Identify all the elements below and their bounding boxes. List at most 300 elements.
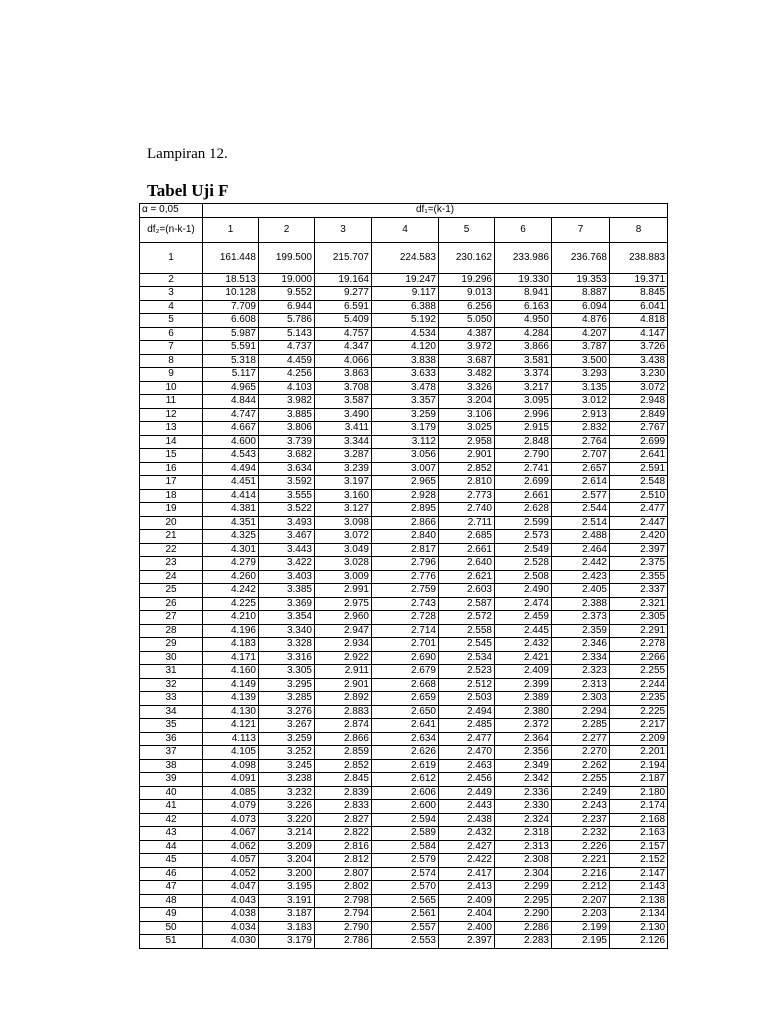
table-row — [140, 395, 668, 409]
value-cell: 9.552 — [259, 287, 315, 301]
value-cell: 2.464 — [552, 543, 610, 557]
value-cell: 4.667 — [203, 422, 259, 436]
value-cell: 2.508 — [495, 570, 552, 584]
df2-cell: 34 — [140, 705, 203, 719]
value-cell: 2.573 — [495, 530, 552, 544]
value-cell: 9.013 — [439, 287, 495, 301]
df2-cell: 13 — [140, 422, 203, 436]
value-cell: 2.168 — [610, 813, 668, 827]
value-cell: 2.295 — [495, 894, 552, 908]
df2-cell: 32 — [140, 678, 203, 692]
value-cell: 4.225 — [203, 597, 259, 611]
value-cell: 4.534 — [372, 327, 439, 341]
df2-cell: 12 — [140, 408, 203, 422]
value-cell: 2.291 — [610, 624, 668, 638]
table-row — [140, 935, 668, 949]
value-cell: 3.708 — [315, 381, 372, 395]
value-cell: 2.286 — [495, 921, 552, 935]
value-cell: 2.324 — [495, 813, 552, 827]
value-cell: 2.359 — [552, 624, 610, 638]
table-row — [140, 530, 668, 544]
value-cell: 9.277 — [315, 287, 372, 301]
value-cell: 3.403 — [259, 570, 315, 584]
value-cell: 2.866 — [315, 732, 372, 746]
value-cell: 5.318 — [203, 354, 259, 368]
value-cell: 2.947 — [315, 624, 372, 638]
value-cell: 3.287 — [315, 449, 372, 463]
df2-cell: 9 — [140, 368, 203, 382]
value-cell: 2.449 — [439, 786, 495, 800]
value-cell: 4.543 — [203, 449, 259, 463]
value-cell: 19.296 — [439, 273, 495, 287]
df2-cell: 38 — [140, 759, 203, 773]
value-cell: 3.226 — [259, 800, 315, 814]
value-cell: 3.183 — [259, 921, 315, 935]
table-row — [140, 867, 668, 881]
value-cell: 3.220 — [259, 813, 315, 827]
value-cell: 3.490 — [315, 408, 372, 422]
value-cell: 2.911 — [315, 665, 372, 679]
table-row — [140, 476, 668, 490]
column-header: 5 — [439, 217, 495, 242]
value-cell: 2.548 — [610, 476, 668, 490]
table-row — [140, 543, 668, 557]
column-header: 8 — [610, 217, 668, 242]
value-cell: 2.463 — [439, 759, 495, 773]
value-cell: 2.180 — [610, 786, 668, 800]
value-cell: 2.194 — [610, 759, 668, 773]
table-row — [140, 840, 668, 854]
value-cell: 2.707 — [552, 449, 610, 463]
value-cell: 4.062 — [203, 840, 259, 854]
value-cell: 4.038 — [203, 908, 259, 922]
value-cell: 3.267 — [259, 719, 315, 733]
value-cell: 3.245 — [259, 759, 315, 773]
value-cell: 2.201 — [610, 746, 668, 760]
value-cell: 3.357 — [372, 395, 439, 409]
value-cell: 2.305 — [610, 611, 668, 625]
value-cell: 5.786 — [259, 314, 315, 328]
value-cell: 2.143 — [610, 881, 668, 895]
value-cell: 4.147 — [610, 327, 668, 341]
value-cell: 3.232 — [259, 786, 315, 800]
value-cell: 3.195 — [259, 881, 315, 895]
value-cell: 2.290 — [495, 908, 552, 922]
header-row-columns — [140, 217, 668, 242]
df2-cell: 16 — [140, 462, 203, 476]
value-cell: 2.304 — [495, 867, 552, 881]
value-cell: 3.354 — [259, 611, 315, 625]
value-cell: 3.443 — [259, 543, 315, 557]
value-cell: 3.739 — [259, 435, 315, 449]
value-cell: 224.583 — [372, 242, 439, 273]
value-cell: 4.113 — [203, 732, 259, 746]
value-cell: 4.260 — [203, 570, 259, 584]
value-cell: 2.422 — [439, 854, 495, 868]
value-cell: 2.349 — [495, 759, 552, 773]
value-cell: 2.221 — [552, 854, 610, 868]
value-cell: 2.661 — [439, 543, 495, 557]
value-cell: 2.579 — [372, 854, 439, 868]
value-cell: 3.098 — [315, 516, 372, 530]
value-cell: 2.323 — [552, 665, 610, 679]
value-cell: 2.839 — [315, 786, 372, 800]
value-cell: 10.128 — [203, 287, 259, 301]
value-cell: 2.503 — [439, 692, 495, 706]
value-cell: 2.445 — [495, 624, 552, 638]
table-row — [140, 597, 668, 611]
value-cell: 3.581 — [495, 354, 552, 368]
value-cell: 2.364 — [495, 732, 552, 746]
df2-cell: 8 — [140, 354, 203, 368]
value-cell: 6.944 — [259, 300, 315, 314]
df2-cell: 46 — [140, 867, 203, 881]
df2-cell: 42 — [140, 813, 203, 827]
value-cell: 4.103 — [259, 381, 315, 395]
df2-cell: 24 — [140, 570, 203, 584]
appendix-caption: Lampiran 12. — [147, 146, 228, 162]
value-cell: 3.293 — [552, 368, 610, 382]
value-cell: 9.117 — [372, 287, 439, 301]
df2-cell: 43 — [140, 827, 203, 841]
value-cell: 2.892 — [315, 692, 372, 706]
value-cell: 8.845 — [610, 287, 668, 301]
value-cell: 215.707 — [315, 242, 372, 273]
value-cell: 3.467 — [259, 530, 315, 544]
value-cell: 5.409 — [315, 314, 372, 328]
table-row — [140, 759, 668, 773]
df2-cell: 23 — [140, 557, 203, 571]
value-cell: 3.072 — [610, 381, 668, 395]
table-row — [140, 624, 668, 638]
df2-cell: 26 — [140, 597, 203, 611]
value-cell: 2.668 — [372, 678, 439, 692]
value-cell: 2.423 — [552, 570, 610, 584]
value-cell: 2.380 — [495, 705, 552, 719]
value-cell: 19.247 — [372, 273, 439, 287]
value-cell: 2.764 — [552, 435, 610, 449]
value-cell: 4.160 — [203, 665, 259, 679]
value-cell: 2.203 — [552, 908, 610, 922]
value-cell: 2.447 — [610, 516, 668, 530]
value-cell: 3.305 — [259, 665, 315, 679]
table-row — [140, 732, 668, 746]
df2-cell: 31 — [140, 665, 203, 679]
table-row — [140, 287, 668, 301]
value-cell: 2.413 — [439, 881, 495, 895]
value-cell: 2.217 — [610, 719, 668, 733]
df2-cell: 15 — [140, 449, 203, 463]
value-cell: 2.134 — [610, 908, 668, 922]
value-cell: 3.344 — [315, 435, 372, 449]
value-cell: 4.325 — [203, 530, 259, 544]
value-cell: 2.294 — [552, 705, 610, 719]
value-cell: 2.237 — [552, 813, 610, 827]
value-cell: 2.714 — [372, 624, 439, 638]
f-distribution-table — [139, 203, 668, 949]
value-cell: 3.633 — [372, 368, 439, 382]
value-cell: 2.685 — [439, 530, 495, 544]
value-cell: 2.490 — [495, 584, 552, 598]
value-cell: 2.334 — [552, 651, 610, 665]
value-cell: 3.285 — [259, 692, 315, 706]
value-cell: 2.545 — [439, 638, 495, 652]
table-row — [140, 435, 668, 449]
value-cell: 4.256 — [259, 368, 315, 382]
value-cell: 2.845 — [315, 773, 372, 787]
value-cell: 3.340 — [259, 624, 315, 638]
value-cell: 3.787 — [552, 341, 610, 355]
value-cell: 3.806 — [259, 422, 315, 436]
df2-cell: 30 — [140, 651, 203, 665]
value-cell: 3.187 — [259, 908, 315, 922]
value-cell: 2.728 — [372, 611, 439, 625]
value-cell: 3.230 — [610, 368, 668, 382]
value-cell: 2.226 — [552, 840, 610, 854]
value-cell: 2.659 — [372, 692, 439, 706]
value-cell: 2.690 — [372, 651, 439, 665]
value-cell: 6.041 — [610, 300, 668, 314]
value-cell: 2.773 — [439, 489, 495, 503]
value-cell: 2.833 — [315, 800, 372, 814]
value-cell: 2.212 — [552, 881, 610, 895]
value-cell: 2.174 — [610, 800, 668, 814]
value-cell: 2.991 — [315, 584, 372, 598]
value-cell: 3.555 — [259, 489, 315, 503]
value-cell: 3.493 — [259, 516, 315, 530]
value-cell: 2.790 — [495, 449, 552, 463]
value-cell: 2.600 — [372, 800, 439, 814]
table-row — [140, 894, 668, 908]
value-cell: 2.152 — [610, 854, 668, 868]
value-cell: 2.232 — [552, 827, 610, 841]
value-cell: 2.840 — [372, 530, 439, 544]
column-header: 7 — [552, 217, 610, 242]
df2-cell: 1 — [140, 242, 203, 273]
value-cell: 2.743 — [372, 597, 439, 611]
value-cell: 2.163 — [610, 827, 668, 841]
value-cell: 4.381 — [203, 503, 259, 517]
value-cell: 2.270 — [552, 746, 610, 760]
value-cell: 2.852 — [315, 759, 372, 773]
table-row — [140, 422, 668, 436]
value-cell: 8.887 — [552, 287, 610, 301]
value-cell: 3.885 — [259, 408, 315, 422]
value-cell: 2.810 — [439, 476, 495, 490]
df2-cell: 20 — [140, 516, 203, 530]
value-cell: 2.817 — [372, 543, 439, 557]
value-cell: 2.614 — [552, 476, 610, 490]
value-cell: 2.474 — [495, 597, 552, 611]
value-cell: 6.608 — [203, 314, 259, 328]
value-cell: 199.500 — [259, 242, 315, 273]
value-cell: 2.606 — [372, 786, 439, 800]
column-header: 3 — [315, 217, 372, 242]
value-cell: 2.375 — [610, 557, 668, 571]
value-cell: 2.187 — [610, 773, 668, 787]
value-cell: 3.049 — [315, 543, 372, 557]
value-cell: 2.948 — [610, 395, 668, 409]
value-cell: 2.456 — [439, 773, 495, 787]
table-row — [140, 908, 668, 922]
value-cell: 2.960 — [315, 611, 372, 625]
value-cell: 2.404 — [439, 908, 495, 922]
value-cell: 4.079 — [203, 800, 259, 814]
table-row — [140, 557, 668, 571]
value-cell: 2.776 — [372, 570, 439, 584]
value-cell: 4.459 — [259, 354, 315, 368]
value-cell: 2.832 — [552, 422, 610, 436]
value-cell: 2.816 — [315, 840, 372, 854]
value-cell: 19.353 — [552, 273, 610, 287]
value-cell: 2.346 — [552, 638, 610, 652]
table-row — [140, 242, 668, 273]
table-row — [140, 273, 668, 287]
value-cell: 3.592 — [259, 476, 315, 490]
value-cell: 3.179 — [259, 935, 315, 949]
value-cell: 2.318 — [495, 827, 552, 841]
value-cell: 5.143 — [259, 327, 315, 341]
value-cell: 2.397 — [610, 543, 668, 557]
value-cell: 6.163 — [495, 300, 552, 314]
value-cell: 2.130 — [610, 921, 668, 935]
value-cell: 2.587 — [439, 597, 495, 611]
value-cell: 2.996 — [495, 408, 552, 422]
value-cell: 2.397 — [439, 935, 495, 949]
value-cell: 2.915 — [495, 422, 552, 436]
df2-cell: 40 — [140, 786, 203, 800]
value-cell: 3.726 — [610, 341, 668, 355]
value-cell: 4.818 — [610, 314, 668, 328]
value-cell: 2.266 — [610, 651, 668, 665]
value-cell: 4.757 — [315, 327, 372, 341]
value-cell: 3.209 — [259, 840, 315, 854]
value-cell: 3.127 — [315, 503, 372, 517]
value-cell: 2.895 — [372, 503, 439, 517]
value-cell: 2.313 — [552, 678, 610, 692]
value-cell: 2.470 — [439, 746, 495, 760]
value-cell: 2.827 — [315, 813, 372, 827]
df2-cell: 22 — [140, 543, 203, 557]
table-row — [140, 827, 668, 841]
value-cell: 3.422 — [259, 557, 315, 571]
value-cell: 4.121 — [203, 719, 259, 733]
df2-cell: 47 — [140, 881, 203, 895]
value-cell: 2.207 — [552, 894, 610, 908]
value-cell: 3.866 — [495, 341, 552, 355]
df2-cell: 25 — [140, 584, 203, 598]
value-cell: 2.913 — [552, 408, 610, 422]
value-cell: 2.657 — [552, 462, 610, 476]
value-cell: 2.553 — [372, 935, 439, 949]
value-cell: 4.747 — [203, 408, 259, 422]
table-row — [140, 354, 668, 368]
table-row — [140, 786, 668, 800]
value-cell: 2.432 — [439, 827, 495, 841]
value-cell: 2.285 — [552, 719, 610, 733]
value-cell: 3.522 — [259, 503, 315, 517]
value-cell: 2.859 — [315, 746, 372, 760]
value-cell: 2.199 — [552, 921, 610, 935]
value-cell: 2.443 — [439, 800, 495, 814]
table-row — [140, 746, 668, 760]
value-cell: 3.482 — [439, 368, 495, 382]
table-row — [140, 854, 668, 868]
df2-cell: 49 — [140, 908, 203, 922]
value-cell: 3.326 — [439, 381, 495, 395]
value-cell: 3.295 — [259, 678, 315, 692]
value-cell: 8.941 — [495, 287, 552, 301]
table-row — [140, 408, 668, 422]
value-cell: 2.549 — [495, 543, 552, 557]
value-cell: 3.500 — [552, 354, 610, 368]
value-cell: 4.139 — [203, 692, 259, 706]
value-cell: 4.091 — [203, 773, 259, 787]
value-cell: 2.848 — [495, 435, 552, 449]
table-row — [140, 611, 668, 625]
value-cell: 2.405 — [552, 584, 610, 598]
value-cell: 4.057 — [203, 854, 259, 868]
value-cell: 3.204 — [439, 395, 495, 409]
value-cell: 2.866 — [372, 516, 439, 530]
value-cell: 3.197 — [315, 476, 372, 490]
value-cell: 2.759 — [372, 584, 439, 598]
header-row-alpha — [140, 204, 668, 218]
value-cell: 2.336 — [495, 786, 552, 800]
value-cell: 3.259 — [259, 732, 315, 746]
value-cell: 3.411 — [315, 422, 372, 436]
df2-cell: 21 — [140, 530, 203, 544]
df2-cell: 17 — [140, 476, 203, 490]
value-cell: 4.414 — [203, 489, 259, 503]
value-cell: 3.191 — [259, 894, 315, 908]
value-cell: 2.308 — [495, 854, 552, 868]
value-cell: 2.243 — [552, 800, 610, 814]
value-cell: 2.628 — [495, 503, 552, 517]
value-cell: 4.183 — [203, 638, 259, 652]
df2-cell: 45 — [140, 854, 203, 868]
value-cell: 6.256 — [439, 300, 495, 314]
value-cell: 3.200 — [259, 867, 315, 881]
value-cell: 2.901 — [315, 678, 372, 692]
value-cell: 6.591 — [315, 300, 372, 314]
value-cell: 2.958 — [439, 435, 495, 449]
df2-cell: 48 — [140, 894, 203, 908]
value-cell: 2.477 — [439, 732, 495, 746]
value-cell: 2.409 — [439, 894, 495, 908]
value-cell: 2.244 — [610, 678, 668, 692]
value-cell: 2.255 — [552, 773, 610, 787]
value-cell: 2.313 — [495, 840, 552, 854]
value-cell: 161.448 — [203, 242, 259, 273]
value-cell: 3.687 — [439, 354, 495, 368]
value-cell: 236.768 — [552, 242, 610, 273]
table-row — [140, 570, 668, 584]
df2-cell: 18 — [140, 489, 203, 503]
value-cell: 2.514 — [552, 516, 610, 530]
table-row — [140, 800, 668, 814]
value-cell: 4.034 — [203, 921, 259, 935]
table-row — [140, 651, 668, 665]
table-row — [140, 368, 668, 382]
value-cell: 3.863 — [315, 368, 372, 382]
value-cell: 4.284 — [495, 327, 552, 341]
value-cell: 4.171 — [203, 651, 259, 665]
table-row — [140, 341, 668, 355]
value-cell: 2.277 — [552, 732, 610, 746]
value-cell: 2.283 — [495, 935, 552, 949]
df2-cell: 41 — [140, 800, 203, 814]
